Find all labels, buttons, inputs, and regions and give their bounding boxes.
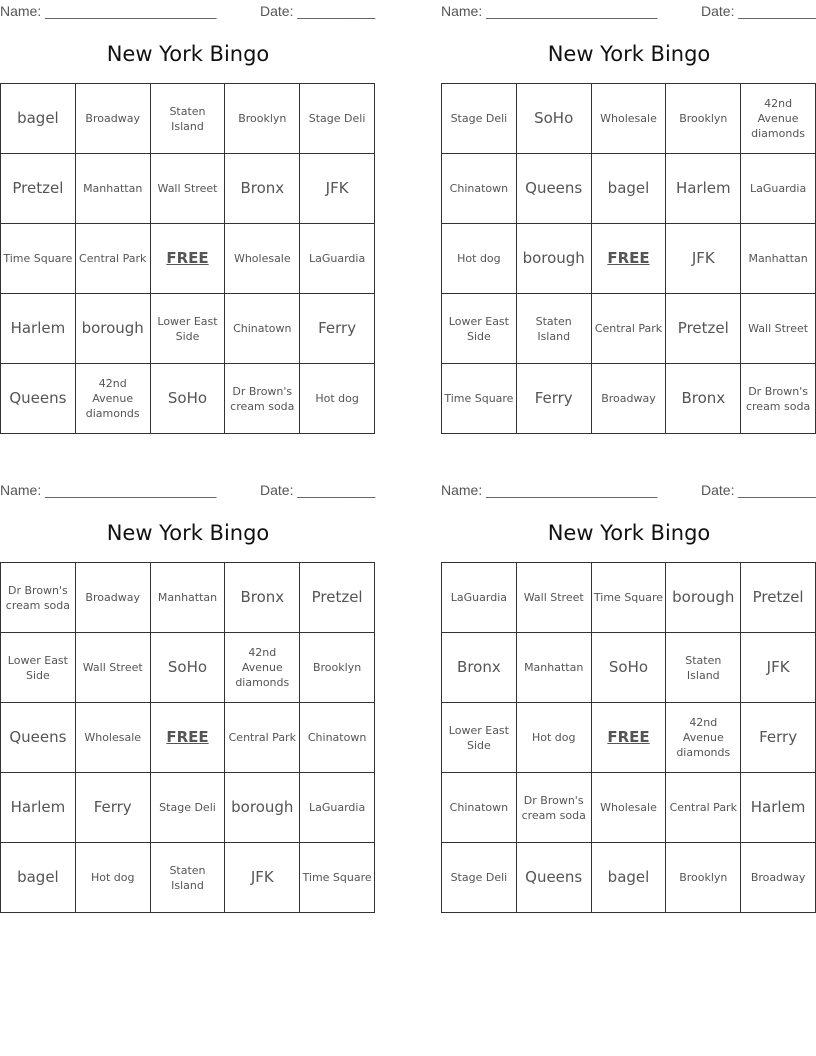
bingo-cell: Queens <box>1 703 76 773</box>
bingo-cell: JFK <box>225 843 300 913</box>
bingo-cell: JFK <box>666 224 741 294</box>
bingo-cell: JFK <box>741 633 816 703</box>
bingo-grid <box>441 83 816 434</box>
bingo-cell: Wall Street <box>150 154 225 224</box>
bingo-cell: Wholesale <box>591 84 666 154</box>
bingo-cell: Central Park <box>225 703 300 773</box>
bingo-cell: Wall Street <box>516 563 591 633</box>
bingo-row <box>1 224 375 294</box>
bingo-card <box>0 479 376 892</box>
bingo-row <box>1 84 375 154</box>
bingo-cell: Dr Brown's cream soda <box>741 364 816 434</box>
bingo-cell: Broadway <box>75 563 150 633</box>
name-field-label: Name: ______________________ <box>0 3 217 19</box>
name-field-label: Name: ______________________ <box>441 3 658 19</box>
bingo-cell: Staten Island <box>666 633 741 703</box>
bingo-row <box>442 224 816 294</box>
bingo-cell: Pretzel <box>666 294 741 364</box>
date-field-label: Date: __________ <box>701 3 816 19</box>
bingo-cell: Pretzel <box>300 563 375 633</box>
card-header <box>0 0 376 22</box>
bingo-cell: 42nd Avenue diamonds <box>741 84 816 154</box>
bingo-cell: LaGuardia <box>300 224 375 294</box>
bingo-cell: Broadway <box>741 843 816 913</box>
bingo-cell: Wholesale <box>591 773 666 843</box>
bingo-row <box>442 843 816 913</box>
bingo-cell: Harlem <box>741 773 816 843</box>
bingo-cell: Bronx <box>225 563 300 633</box>
bingo-row <box>442 563 816 633</box>
free-space-cell: FREE <box>591 224 666 294</box>
bingo-cell: Dr Brown's cream soda <box>225 364 300 434</box>
bingo-cell: bagel <box>591 843 666 913</box>
bingo-row <box>442 703 816 773</box>
free-space-cell: FREE <box>591 703 666 773</box>
bingo-cell: Lower East Side <box>1 633 76 703</box>
card-header <box>441 479 816 501</box>
bingo-cell: Chinatown <box>442 154 517 224</box>
bingo-cell: LaGuardia <box>300 773 375 843</box>
bingo-cell: Stage Deli <box>300 84 375 154</box>
bingo-cell: Ferry <box>516 364 591 434</box>
bingo-row <box>442 294 816 364</box>
bingo-cell: 42nd Avenue diamonds <box>666 703 741 773</box>
bingo-cell: Bronx <box>666 364 741 434</box>
bingo-cell: Brooklyn <box>300 633 375 703</box>
card-header <box>0 479 376 501</box>
bingo-row <box>442 84 816 154</box>
bingo-row <box>442 633 816 703</box>
free-space-cell: FREE <box>150 703 225 773</box>
bingo-cell: SoHo <box>150 633 225 703</box>
bingo-cell: Hot dog <box>300 364 375 434</box>
bingo-row <box>1 294 375 364</box>
bingo-cell: Ferry <box>741 703 816 773</box>
bingo-cell: Pretzel <box>1 154 76 224</box>
card-header <box>441 0 816 22</box>
bingo-cell: Time Square <box>591 563 666 633</box>
bingo-cell: Manhattan <box>516 633 591 703</box>
bingo-cell: Harlem <box>666 154 741 224</box>
card-title: New York Bingo <box>547 521 711 545</box>
bingo-cell: Central Park <box>666 773 741 843</box>
bingo-cell: Queens <box>1 364 76 434</box>
bingo-cell: Broadway <box>75 84 150 154</box>
bingo-cell: Lower East Side <box>442 703 517 773</box>
bingo-cell: Central Park <box>591 294 666 364</box>
card-title: New York Bingo <box>547 42 711 66</box>
bingo-cell: Wholesale <box>225 224 300 294</box>
bingo-cell: bagel <box>1 84 76 154</box>
bingo-row <box>1 154 375 224</box>
bingo-cell: Hot dog <box>516 703 591 773</box>
bingo-cell: bagel <box>1 843 76 913</box>
bingo-cell: Queens <box>516 843 591 913</box>
bingo-grid <box>441 562 816 913</box>
bingo-cell: Staten Island <box>516 294 591 364</box>
bingo-row <box>1 563 375 633</box>
bingo-cell: Lower East Side <box>442 294 517 364</box>
bingo-grid <box>0 562 375 913</box>
bingo-cell: Wholesale <box>75 703 150 773</box>
bingo-cell: 42nd Avenue diamonds <box>75 364 150 434</box>
bingo-cell: Dr Brown's cream soda <box>1 563 76 633</box>
bingo-row <box>1 843 375 913</box>
card-title: New York Bingo <box>106 521 270 545</box>
date-field-label: Date: __________ <box>260 482 376 498</box>
bingo-cell: Staten Island <box>150 84 225 154</box>
bingo-cell: Staten Island <box>150 843 225 913</box>
bingo-cell: Harlem <box>1 773 76 843</box>
bingo-cell: Harlem <box>1 294 76 364</box>
bingo-cell: Wall Street <box>75 633 150 703</box>
bingo-cell: LaGuardia <box>741 154 816 224</box>
bingo-cell: Manhattan <box>741 224 816 294</box>
bingo-cell: Pretzel <box>741 563 816 633</box>
bingo-cell: Broadway <box>591 364 666 434</box>
card-title: New York Bingo <box>106 42 270 66</box>
bingo-cell: LaGuardia <box>442 563 517 633</box>
bingo-cell: Manhattan <box>75 154 150 224</box>
bingo-cell: Chinatown <box>225 294 300 364</box>
bingo-cell: Central Park <box>75 224 150 294</box>
bingo-card <box>441 0 816 413</box>
bingo-row <box>442 154 816 224</box>
bingo-cell: Bronx <box>225 154 300 224</box>
bingo-card <box>441 479 816 886</box>
date-field-label: Date: __________ <box>260 3 376 19</box>
bingo-cell: Ferry <box>75 773 150 843</box>
bingo-cell: Hot dog <box>442 224 517 294</box>
bingo-cell: JFK <box>300 154 375 224</box>
bingo-cell: Ferry <box>300 294 375 364</box>
bingo-cell: Stage Deli <box>442 843 517 913</box>
bingo-cell: Bronx <box>442 633 517 703</box>
bingo-grid <box>0 83 375 434</box>
bingo-cell: Time Square <box>442 364 517 434</box>
bingo-cell: bagel <box>591 154 666 224</box>
bingo-cell: Dr Brown's cream soda <box>516 773 591 843</box>
bingo-cell: Wall Street <box>741 294 816 364</box>
bingo-cell: Time Square <box>300 843 375 913</box>
bingo-row <box>1 703 375 773</box>
bingo-cell: Hot dog <box>75 843 150 913</box>
date-field-label: Date: __________ <box>701 482 816 498</box>
name-field-label: Name: ______________________ <box>441 482 658 498</box>
free-space-cell: FREE <box>150 224 225 294</box>
bingo-row <box>1 364 375 434</box>
bingo-row <box>1 773 375 843</box>
bingo-cell: Chinatown <box>300 703 375 773</box>
bingo-cell: SoHo <box>591 633 666 703</box>
bingo-cell: borough <box>666 563 741 633</box>
bingo-cell: 42nd Avenue diamonds <box>225 633 300 703</box>
bingo-row <box>1 633 375 703</box>
bingo-cell: Lower East Side <box>150 294 225 364</box>
bingo-cell: borough <box>75 294 150 364</box>
bingo-cell: SoHo <box>150 364 225 434</box>
bingo-cell: SoHo <box>516 84 591 154</box>
bingo-cell: Brooklyn <box>666 84 741 154</box>
bingo-cell: borough <box>516 224 591 294</box>
bingo-cell: Chinatown <box>442 773 517 843</box>
bingo-row <box>442 364 816 434</box>
bingo-row <box>442 773 816 843</box>
bingo-cell: Time Square <box>1 224 76 294</box>
bingo-cell: borough <box>225 773 300 843</box>
bingo-cell: Brooklyn <box>666 843 741 913</box>
bingo-cell: Manhattan <box>150 563 225 633</box>
bingo-cell: Stage Deli <box>442 84 517 154</box>
bingo-card <box>0 0 376 420</box>
bingo-cell: Brooklyn <box>225 84 300 154</box>
bingo-cell: Queens <box>516 154 591 224</box>
bingo-cell: Stage Deli <box>150 773 225 843</box>
name-field-label: Name: ______________________ <box>0 482 217 498</box>
